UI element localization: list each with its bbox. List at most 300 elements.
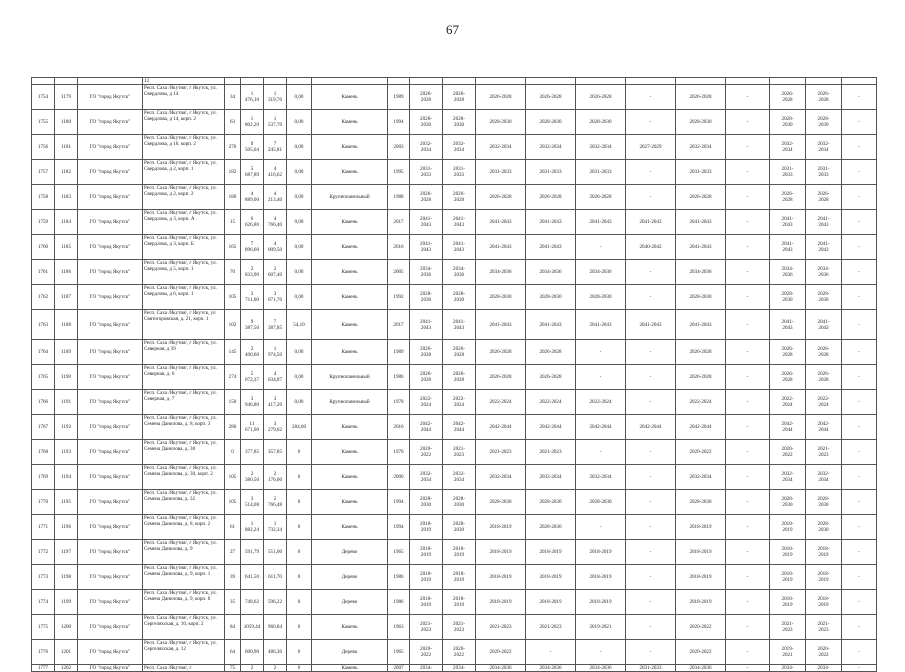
work-3-cell	[576, 235, 626, 260]
work-9-value: -	[858, 349, 860, 356]
work-5-cell	[676, 210, 726, 235]
address-cell	[143, 640, 225, 665]
build-year-cell	[388, 590, 410, 615]
work-5-value: 2026-2028	[689, 374, 712, 381]
work-6-value: -	[746, 474, 749, 481]
work-9-cell	[842, 415, 877, 440]
wall-material-cell	[312, 465, 388, 490]
work-2-value: 2022-2024	[539, 399, 562, 406]
work-1-cell	[476, 160, 526, 185]
build-year-value: 2016	[393, 424, 404, 431]
residents-value: 64	[229, 649, 236, 656]
period-2-value: 2042-	[453, 421, 465, 427]
living-area-value: 3	[273, 396, 277, 402]
partial-mat-cell: Камень	[312, 665, 388, 672]
period-2-cell	[443, 340, 476, 365]
municipality-value: ГО "город Якутск"	[89, 399, 131, 406]
work-8-value: 2043	[818, 324, 829, 331]
work-4-cell	[626, 210, 676, 235]
nonresidential-area-value: 0	[297, 449, 301, 456]
period-2-value: 2030	[453, 297, 465, 304]
work-2-cell	[526, 110, 576, 135]
total-area-cell	[241, 515, 264, 540]
total-area-value: 748,62	[244, 599, 259, 606]
period-1-value: 2019	[420, 527, 432, 534]
residents-cell	[225, 310, 241, 340]
table-row	[32, 235, 877, 260]
work-3-cell	[576, 390, 626, 415]
residents-value: 274	[228, 374, 237, 381]
table-row	[32, 85, 877, 110]
work-9-cell	[842, 260, 877, 285]
work-5-cell	[676, 590, 726, 615]
work-2-cell	[526, 390, 576, 415]
work-3-value: -	[599, 524, 602, 531]
nonresidential-area-cell	[287, 260, 312, 285]
work-6-cell	[726, 260, 770, 285]
nonresidential-area-value: 0,00	[294, 194, 304, 201]
work-4-value: -	[649, 599, 652, 606]
work-9-value: -	[858, 269, 860, 276]
house-id-cell	[55, 515, 78, 540]
work-6-value: -	[746, 649, 749, 656]
address-cell	[143, 85, 225, 110]
work-4-cell	[626, 285, 676, 310]
build-year-cell	[388, 85, 410, 110]
period-2-value: 2028	[453, 352, 465, 359]
work-8-cell	[806, 340, 842, 365]
period-2-value: 2019	[453, 552, 465, 559]
living-area-value: 319,70	[267, 97, 282, 104]
table-row	[32, 310, 877, 340]
work-6-cell	[726, 590, 770, 615]
partial-c-cell: 0	[287, 665, 312, 672]
wall-material-value: Дерево	[341, 574, 358, 581]
living-area-cell	[264, 365, 287, 390]
work-9-value: -	[858, 624, 860, 631]
row-number-cell	[32, 465, 55, 490]
house-id-cell	[55, 640, 78, 665]
work-6-value: -	[746, 599, 749, 606]
wall-material-value: Камень	[341, 269, 358, 276]
work-6-cell	[726, 440, 770, 465]
wall-material-cell	[312, 590, 388, 615]
table-row	[32, 590, 877, 615]
work-1-value: 2028-2030	[489, 119, 512, 126]
address-cell	[143, 590, 225, 615]
work-7-cell	[770, 185, 806, 210]
total-area-cell	[241, 490, 264, 515]
work-8-value: 2030	[818, 122, 829, 129]
house-id-value: 1195	[61, 499, 71, 506]
period-2-value: 2018-	[453, 546, 465, 552]
work-1-cell	[476, 390, 526, 415]
work-3-value: 2026-2028	[589, 94, 612, 101]
work-6-cell	[726, 160, 770, 185]
living-area-cell	[264, 110, 287, 135]
work-4-cell	[626, 640, 676, 665]
work-1-value: 2026-2028	[489, 94, 512, 101]
work-9-value: -	[858, 474, 860, 481]
nonresidential-area-value: 0,00	[294, 219, 304, 226]
work-7-value: 2044	[782, 427, 793, 434]
build-year-value: 2000	[393, 474, 404, 481]
wall-material-value: Камень	[341, 244, 358, 251]
total-area-value: 641,50	[244, 574, 259, 581]
work-2-cell	[526, 260, 576, 285]
work-6-cell	[726, 135, 770, 160]
work-4-value: -	[649, 399, 652, 406]
row-number-cell	[32, 590, 55, 615]
total-area-value: 3	[250, 291, 254, 297]
work-6-cell	[726, 540, 770, 565]
work-7-cell	[770, 160, 806, 185]
house-id-value: 1198	[61, 574, 71, 581]
build-year-value: 2016	[393, 244, 404, 251]
work-9-cell	[842, 365, 877, 390]
total-area-value: 2	[250, 471, 254, 477]
work-9-value: -	[858, 94, 860, 101]
period-2-cell	[443, 640, 476, 665]
period-1-value: 2028-	[420, 291, 432, 297]
wall-material-value: Камень	[341, 94, 358, 101]
period-2-value: 2032-	[453, 141, 465, 147]
work-9-value: -	[858, 649, 860, 656]
period-2-value: 2033	[453, 172, 465, 179]
work-2-value: 2028-2030	[539, 294, 562, 301]
municipality-value: ГО "город Якутск"	[89, 144, 131, 151]
period-1-cell	[410, 160, 443, 185]
work-7-value: 2030	[782, 297, 793, 304]
total-area-cell	[241, 160, 264, 185]
work-5-cell	[676, 465, 726, 490]
municipality-cell	[78, 615, 143, 640]
period-1-value: 2022-	[420, 396, 432, 402]
row-number-cell	[32, 235, 55, 260]
nonresidential-area-value: 0	[297, 624, 301, 631]
work-4-value: -	[649, 449, 652, 456]
wall-material-value: Камень	[341, 424, 358, 431]
row-number-value: 1754	[37, 94, 49, 101]
work-4-cell	[626, 615, 676, 640]
living-area-cell	[264, 415, 287, 440]
work-9-value: -	[858, 424, 860, 431]
work-9-value: -	[858, 524, 860, 531]
work-7-cell	[770, 465, 806, 490]
work-4-value: -	[649, 624, 652, 631]
work-7-cell	[770, 390, 806, 415]
living-area-cell	[264, 340, 287, 365]
period-1-value: 2020-	[420, 446, 432, 452]
work-5-cell	[676, 235, 726, 260]
address-cell	[143, 615, 225, 640]
work-8-value: 2023	[818, 627, 829, 634]
work-8-cell	[806, 465, 842, 490]
work-5-value: 2018-2019	[689, 549, 712, 556]
work-7-value: 2028	[782, 377, 793, 384]
house-id-value: 1194	[61, 474, 71, 481]
living-area-cell	[264, 440, 287, 465]
work-9-cell	[842, 210, 877, 235]
work-2-value: 2028-2030	[539, 119, 562, 126]
work-9-cell	[842, 465, 877, 490]
municipality-cell	[78, 515, 143, 540]
work-1-cell	[476, 565, 526, 590]
work-5-value: 2018-2019	[689, 524, 712, 531]
residents-value: 84	[229, 624, 236, 631]
period-2-cell	[443, 565, 476, 590]
work-1-value: 2032-2034	[489, 144, 512, 151]
work-8-value: 2030	[818, 502, 829, 509]
work-7-cell	[770, 235, 806, 260]
work-9-cell	[842, 440, 877, 465]
total-area-value: 1	[250, 116, 254, 122]
house-id-value: 1186	[61, 269, 71, 276]
table-row	[32, 440, 877, 465]
work-7-cell	[770, 490, 806, 515]
work-9-value: -	[858, 294, 860, 301]
work-3-cell	[576, 440, 626, 465]
work-4-value: -	[649, 349, 652, 356]
work-5-value: 2032-2034	[689, 474, 712, 481]
build-year-cell	[388, 490, 410, 515]
work-8-cell	[806, 235, 842, 260]
municipality-value: ГО "город Якутск"	[89, 219, 131, 226]
row-number-cell	[32, 110, 55, 135]
work-8-value: 2019	[818, 577, 829, 584]
residents-value: 105	[228, 499, 237, 506]
period-1-cell	[410, 540, 443, 565]
work-8-value: 2024	[818, 402, 829, 409]
municipality-value: ГО "город Якутск"	[89, 549, 131, 556]
residents-cell	[225, 615, 241, 640]
work-7-value: 2043	[782, 324, 793, 331]
work-1-value: 2022-2024	[489, 399, 512, 406]
work-7-value: 2026-	[781, 91, 794, 97]
partial-w5-cell: 2034-2036	[676, 665, 726, 672]
work-3-value: -	[599, 374, 602, 381]
living-area-value: 960,84	[267, 624, 282, 631]
address-value: Респ. Саха /Якутия/, г Якутск, ул. Семена Данилова, д. 32	[144, 490, 217, 503]
house-id-cell	[55, 285, 78, 310]
wall-material-cell	[312, 565, 388, 590]
work-8-cell	[806, 540, 842, 565]
work-7-value: 2028-	[781, 291, 794, 297]
period-1-value: 2028	[420, 377, 432, 384]
table-row	[32, 285, 877, 310]
wall-material-cell	[312, 285, 388, 310]
work-3-value: 2028-2030	[589, 119, 612, 126]
nonresidential-area-cell	[287, 465, 312, 490]
period-1-cell	[410, 490, 443, 515]
work-8-cell	[806, 160, 842, 185]
work-6-value: -	[746, 219, 749, 226]
build-year-value: 1989	[393, 349, 404, 356]
work-1-cell	[476, 515, 526, 540]
nonresidential-area-cell	[287, 235, 312, 260]
total-area-value: 671,00	[244, 427, 259, 434]
residents-cell	[225, 465, 241, 490]
living-area-value: 607,40	[267, 272, 282, 279]
period-2-value: 2036	[453, 272, 465, 279]
municipality-cell	[78, 110, 143, 135]
living-area-value: 279,62	[267, 427, 282, 434]
wall-material-cell	[312, 135, 388, 160]
row-number-value: 1762	[37, 294, 49, 301]
work-1-value: 2018-2019	[489, 549, 512, 556]
residents-value: 35	[229, 599, 236, 606]
work-1-value: 2031-2033	[489, 169, 512, 176]
work-7-value: 2024	[782, 402, 793, 409]
nonresidential-area-value: 0,00	[294, 144, 304, 151]
work-6-value: -	[746, 424, 749, 431]
period-1-value: 2026-	[420, 371, 432, 377]
house-id-value: 1183	[61, 194, 71, 201]
work-3-value: 2018-2019	[589, 574, 612, 581]
table-row	[32, 415, 877, 440]
house-id-value: 1201	[60, 649, 72, 656]
work-5-cell	[676, 135, 726, 160]
residents-cell	[225, 285, 241, 310]
row-number-value: 1774	[37, 599, 49, 606]
work-4-value: 2042-2044	[639, 424, 662, 431]
work-9-cell	[842, 235, 877, 260]
work-8-value: 2043	[818, 247, 829, 254]
total-area-value: 380,50	[244, 477, 259, 484]
work-5-cell	[676, 260, 726, 285]
work-8-value: 2033	[818, 172, 829, 179]
work-3-value: 2041-2043	[589, 321, 612, 328]
work-1-value: 2018-2019	[489, 599, 512, 606]
work-6-value: -	[746, 144, 749, 151]
work-6-value: -	[746, 374, 749, 381]
work-7-value: 2019	[782, 552, 793, 559]
work-7-cell	[770, 590, 806, 615]
work-3-cell	[576, 615, 626, 640]
work-9-cell	[842, 185, 877, 210]
total-area-cell	[241, 440, 264, 465]
period-2-value: 2043	[453, 324, 465, 331]
wall-material-cell	[312, 515, 388, 540]
living-area-cell	[264, 640, 287, 665]
work-3-cell	[576, 365, 626, 390]
work-7-value: 2028	[782, 197, 793, 204]
work-9-value: -	[858, 449, 860, 456]
work-9-cell	[842, 135, 877, 160]
work-3-value: -	[599, 449, 602, 456]
work-6-value: -	[746, 269, 749, 276]
build-year-cell	[388, 110, 410, 135]
municipality-value: ГО "город Якутск"	[89, 94, 131, 101]
living-area-value: 4	[273, 216, 277, 222]
house-id-cell	[55, 415, 78, 440]
page-number: 67	[446, 22, 459, 37]
residents-value: 145	[228, 349, 237, 356]
period-1-value: 2028-	[420, 116, 432, 122]
work-7-value: 2034	[782, 147, 793, 154]
residents-cell	[225, 185, 241, 210]
wall-material-cell	[312, 415, 388, 440]
period-1-value: 2026-	[420, 91, 432, 97]
work-7-cell	[770, 340, 806, 365]
nonresidential-area-cell	[287, 515, 312, 540]
row-number-cell	[32, 340, 55, 365]
total-area-cell	[241, 640, 264, 665]
build-year-value: 2005	[393, 269, 404, 276]
period-1-value: 2036	[420, 272, 432, 279]
total-area-value: 387,50	[244, 324, 259, 331]
work-8-cell	[806, 590, 842, 615]
work-1-cell	[476, 110, 526, 135]
residents-cell	[225, 490, 241, 515]
partial-p1-cell: 2034-	[410, 665, 443, 672]
living-area-value: 4	[273, 371, 277, 377]
period-2-value: 2020-	[453, 646, 465, 652]
total-area-value: 377,85	[244, 449, 259, 456]
total-area-cell	[241, 260, 264, 285]
address-cell	[143, 260, 225, 285]
work-5-value: 2028-2030	[689, 294, 712, 301]
wall-material-cell	[312, 640, 388, 665]
period-1-value: 2032-	[420, 141, 432, 147]
address-value: Респ. Саха /Якутия/, г Якутск, ул. Семена Данилова, д. 9	[144, 540, 217, 553]
municipality-cell	[78, 340, 143, 365]
address-cell	[143, 565, 225, 590]
house-id-value: 1181	[61, 144, 71, 151]
wall-material-value: Дерево	[341, 649, 358, 656]
work-2-cell	[526, 515, 576, 540]
work-8-value: 2018-	[817, 596, 830, 602]
work-8-value: 2041-	[817, 318, 830, 325]
work-9-cell	[842, 640, 877, 665]
work-4-value: -	[649, 524, 652, 531]
work-2-cell	[526, 440, 576, 465]
work-5-cell	[676, 185, 726, 210]
total-area-value: 505,04	[244, 147, 259, 154]
address-cell	[143, 540, 225, 565]
total-area-cell	[241, 185, 264, 210]
work-8-value: 2026-	[817, 91, 830, 97]
partial-b-cell: 2	[264, 665, 287, 672]
total-area-value: 2	[250, 266, 254, 272]
work-2-value: 2041-2043	[539, 244, 562, 251]
address-cell	[143, 160, 225, 185]
work-4-value: 2027-2029	[639, 144, 662, 151]
period-1-cell	[410, 210, 443, 235]
table-row	[32, 540, 877, 565]
residents-cell	[225, 135, 241, 160]
wall-material-value: Камень	[341, 294, 358, 301]
wall-material-cell	[312, 260, 388, 285]
residents-cell	[225, 85, 241, 110]
work-7-value: 2041-	[781, 241, 794, 247]
nonresidential-area-value: 0,00	[294, 399, 304, 406]
work-2-cell	[526, 565, 576, 590]
total-area-value: 882,24	[244, 527, 259, 534]
work-3-cell	[576, 185, 626, 210]
period-1-cell	[410, 515, 443, 540]
living-area-value: 213,40	[267, 197, 282, 204]
work-7-value: 2031-	[781, 166, 794, 172]
work-8-value: 2028-	[817, 291, 830, 297]
municipality-value: ГО "город Якутск"	[89, 244, 131, 251]
period-1-value: 2018-	[420, 521, 432, 527]
total-area-cell	[241, 310, 264, 340]
period-1-value: 2022	[420, 452, 432, 459]
work-2-value: 2026-2028	[539, 349, 562, 356]
work-9-cell	[842, 515, 877, 540]
work-3-value: 2018-2019	[589, 549, 612, 556]
